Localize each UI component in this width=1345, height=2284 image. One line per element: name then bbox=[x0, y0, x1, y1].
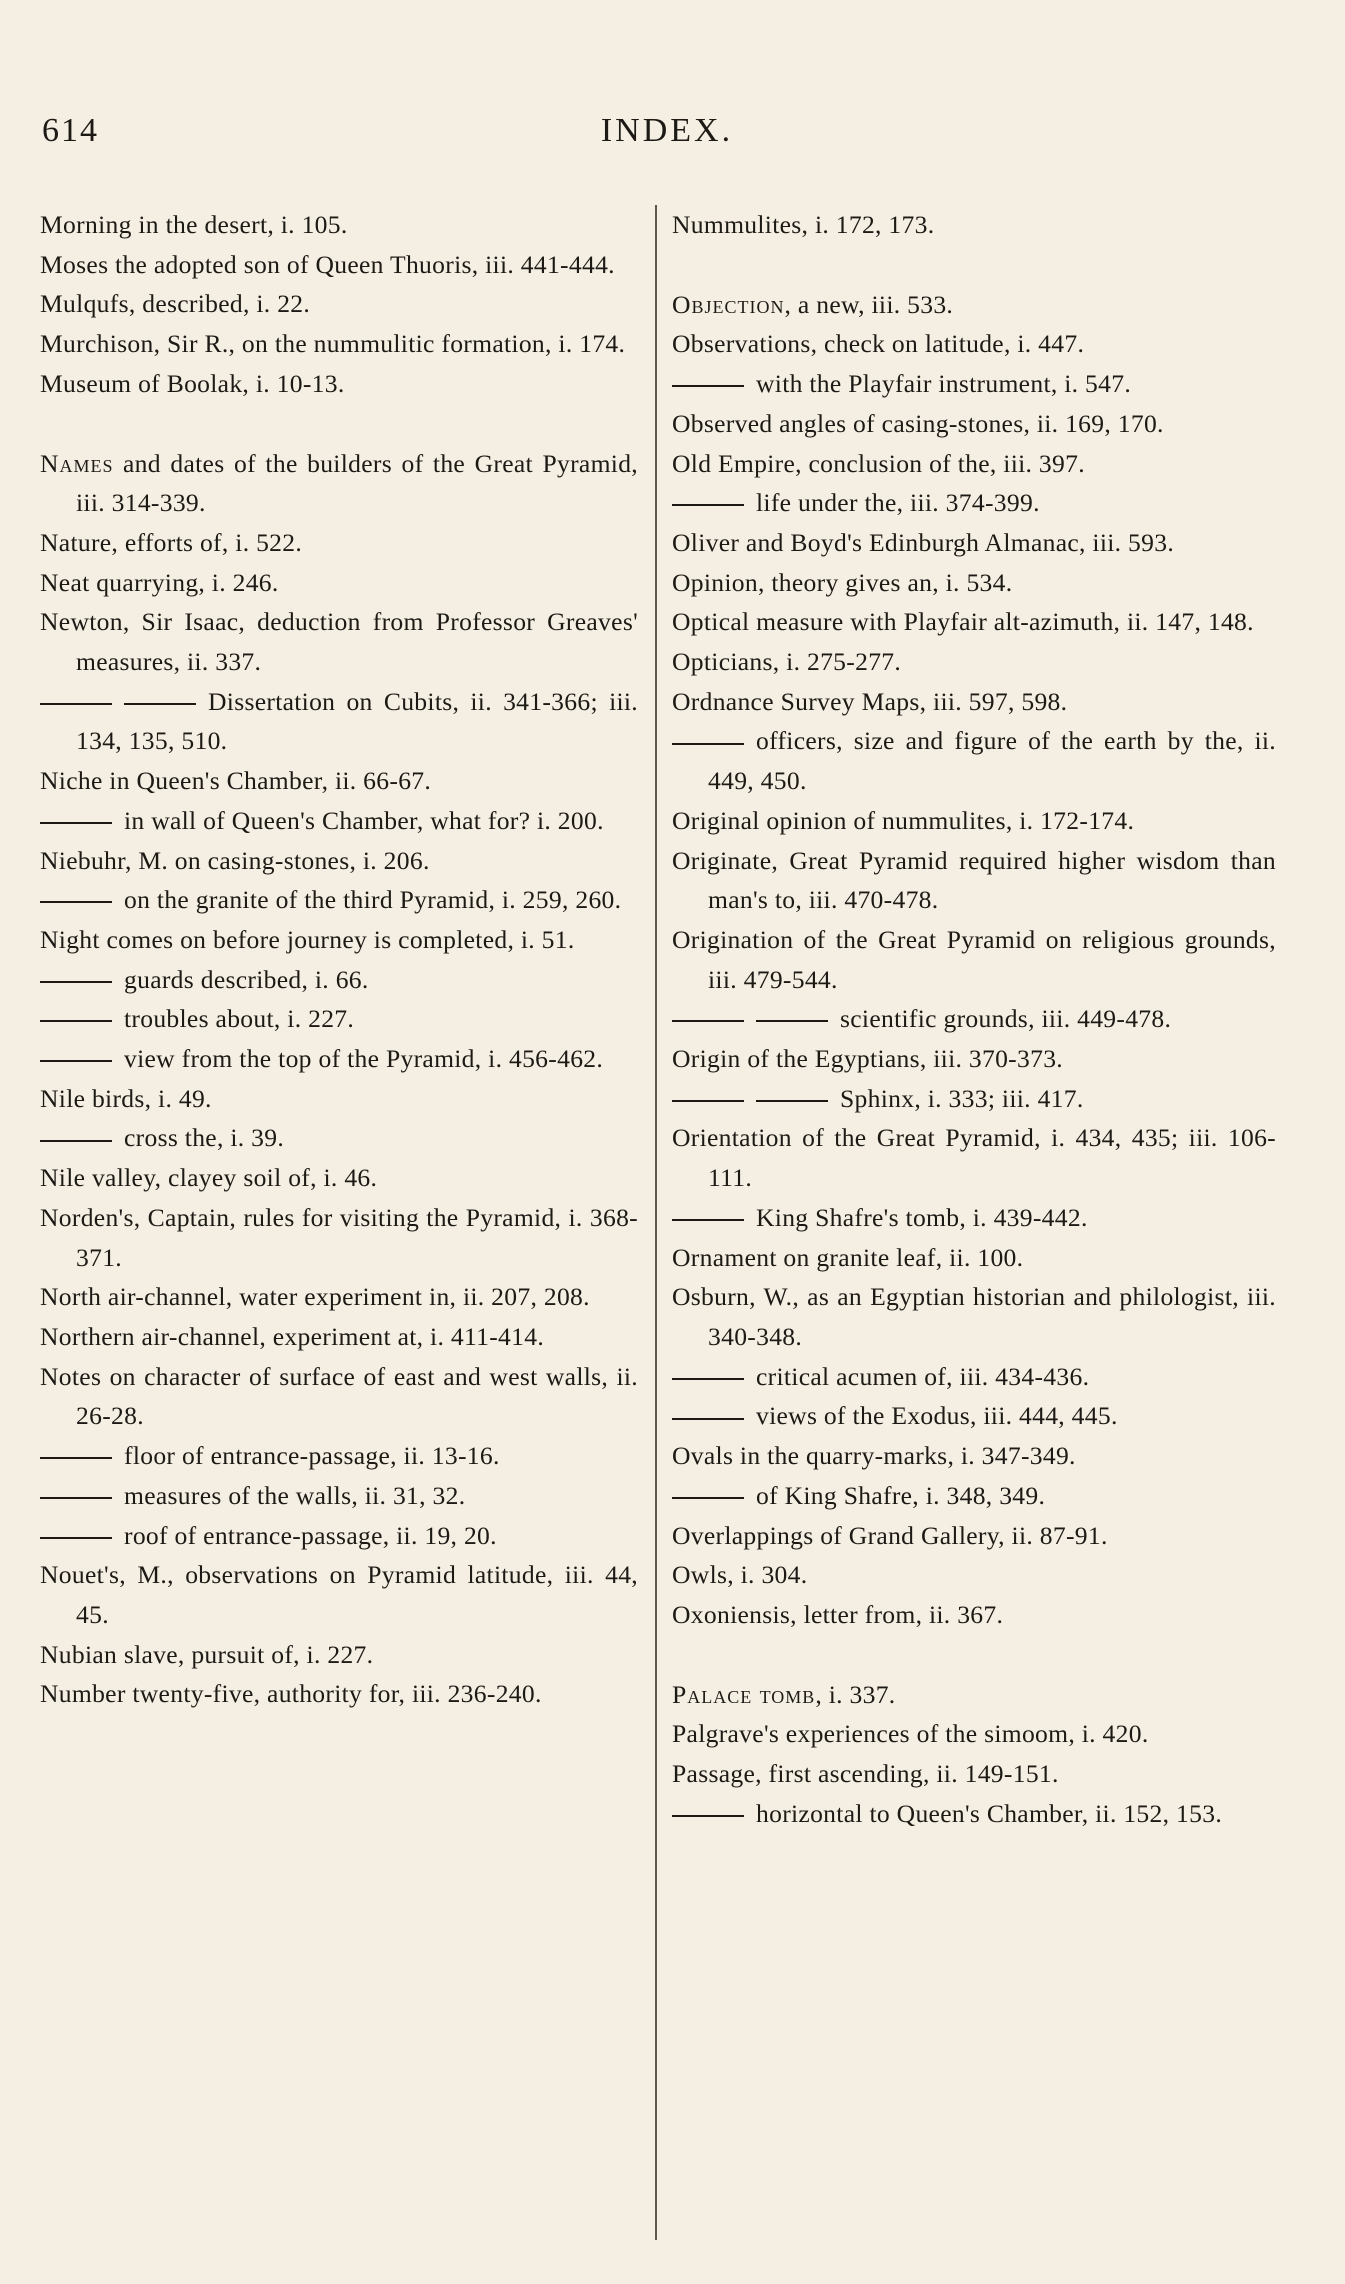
index-entry bbox=[672, 444, 1276, 484]
entry-text: Sphinx, i. 333; iii. 417. bbox=[840, 1083, 1084, 1113]
ditto-rule bbox=[40, 901, 112, 903]
entry-text: officers, size and figure of the earth by the, ii. 449, 450. bbox=[708, 726, 1276, 796]
entry-text: on the granite of the third Pyramid, i. 259, 260. bbox=[124, 885, 622, 915]
index-entry bbox=[672, 1595, 1276, 1635]
running-title: INDEX. bbox=[600, 112, 734, 149]
column-divider bbox=[655, 205, 657, 2240]
entry-text: and dates of the builders of the Great Pyramid, iii. 314-339. bbox=[76, 448, 638, 518]
entry-text: roof of entrance-passage, ii. 19, 20. bbox=[124, 1520, 497, 1550]
index-entry bbox=[40, 801, 638, 841]
entry-text: Opticians, i. 275-277. bbox=[672, 647, 902, 677]
entry-text: Osburn, W., as an Egyptian historian and philologist, iii. 340-348. bbox=[672, 1282, 1276, 1351]
entry-text: Niche in Queen's Chamber, ii. 66-67. bbox=[40, 766, 432, 796]
index-entry bbox=[40, 364, 638, 404]
index-entry bbox=[672, 324, 1276, 364]
index-entry bbox=[40, 1277, 638, 1317]
entry-text: Oliver and Boyd's Edinburgh Almanac, iii. 593. bbox=[672, 527, 1175, 557]
entry-text: Oxoniensis, letter from, ii. 367. bbox=[672, 1599, 1004, 1629]
index-entry bbox=[40, 1317, 638, 1357]
index-entry bbox=[672, 1118, 1276, 1197]
page-number: 614 bbox=[42, 112, 99, 149]
ditto-rule bbox=[40, 1497, 112, 1499]
entry-text: Newton, Sir Isaac, deduction from Professor Greaves' measures, ii. 337. bbox=[40, 607, 638, 677]
index-entry bbox=[40, 880, 638, 920]
entry-text: Old Empire, conclusion of the, iii. 397. bbox=[672, 448, 1085, 478]
index-entry bbox=[672, 205, 1276, 245]
index-column-right bbox=[672, 205, 1276, 1833]
index-entry bbox=[40, 1635, 638, 1675]
entry-text: Observations, check on latitude, i. 447. bbox=[672, 329, 1085, 359]
entry-text: with the Playfair instrument, i. 547. bbox=[756, 369, 1132, 399]
entry-text: floor of entrance-passage, ii. 13-16. bbox=[124, 1441, 500, 1471]
index-entry bbox=[672, 483, 1276, 523]
ditto-rule bbox=[672, 1020, 744, 1022]
index-entry bbox=[40, 245, 638, 285]
index-entry bbox=[672, 1555, 1276, 1595]
index-entry bbox=[672, 602, 1276, 642]
ditto-rule bbox=[756, 1020, 828, 1022]
ditto-rule bbox=[672, 1815, 744, 1817]
ditto-rule bbox=[672, 743, 744, 745]
index-entry bbox=[672, 1238, 1276, 1278]
entry-text: Nummulites, i. 172, 173. bbox=[672, 210, 935, 239]
index-entry bbox=[40, 563, 638, 603]
entry-text: of King Shafre, i. 348, 349. bbox=[756, 1480, 1046, 1510]
entry-text: in wall of Queen's Chamber, what for? i. 200. bbox=[124, 805, 604, 835]
index-entry bbox=[40, 284, 638, 324]
entry-text: Palgrave's experiences of the simoom, i. 420. bbox=[672, 1719, 1149, 1749]
index-entry bbox=[40, 1436, 638, 1476]
entry-text: Norden's, Captain, rules for visiting the Pyramid, i. 368-371. bbox=[40, 1202, 638, 1272]
index-entry bbox=[672, 920, 1276, 999]
entry-text: Nouet's, M., observations on Pyramid latitude, iii. 44, 45. bbox=[40, 1560, 638, 1629]
index-entry bbox=[672, 1039, 1276, 1079]
entry-text: Nile valley, clayey soil of, i. 46. bbox=[40, 1163, 378, 1193]
ditto-rule bbox=[672, 1418, 744, 1420]
entry-text: measures of the walls, ii. 31, 32. bbox=[124, 1480, 466, 1510]
ditto-rule bbox=[40, 1020, 112, 1022]
entry-text: Mulqufs, described, i. 22. bbox=[40, 289, 311, 319]
index-entry bbox=[672, 1754, 1276, 1794]
index-entry bbox=[40, 1516, 638, 1556]
entry-lead: Objection bbox=[672, 289, 785, 319]
section-gap bbox=[672, 245, 1276, 285]
entry-text: Murchison, Sir R., on the nummulitic formation, i. 174. bbox=[40, 329, 626, 359]
entry-text: Nature, efforts of, i. 522. bbox=[40, 527, 303, 557]
entry-text: Overlappings of Grand Gallery, ii. 87-91. bbox=[672, 1520, 1108, 1550]
index-entry bbox=[40, 1158, 638, 1198]
index-entry bbox=[40, 523, 638, 563]
entry-text: Moses the adopted son of Queen Thuoris, iii. 441-444. bbox=[40, 249, 615, 279]
entry-text: King Shafre's tomb, i. 439-442. bbox=[756, 1202, 1088, 1232]
index-entry bbox=[672, 1675, 1276, 1715]
entry-text: Ordnance Survey Maps, iii. 597, 598. bbox=[672, 686, 1068, 716]
ditto-rule bbox=[672, 1378, 744, 1380]
index-entry bbox=[672, 1396, 1276, 1436]
index-entry bbox=[40, 682, 638, 761]
index-entry bbox=[672, 1357, 1276, 1397]
index-entry bbox=[40, 1674, 638, 1714]
index-entry bbox=[672, 1277, 1276, 1356]
entry-text: Nile birds, i. 49. bbox=[40, 1083, 212, 1113]
entry-text: views of the Exodus, iii. 444, 445. bbox=[756, 1401, 1118, 1431]
ditto-rule bbox=[40, 1537, 112, 1539]
entry-text: Originate, Great Pyramid required higher wisdom than man's to, iii. 470-478. bbox=[672, 845, 1276, 915]
index-entry bbox=[672, 285, 1276, 325]
entry-text: , i. 337. bbox=[815, 1679, 896, 1709]
index-entry bbox=[40, 205, 638, 245]
entry-text: horizontal to Queen's Chamber, ii. 152, 153. bbox=[756, 1798, 1223, 1828]
ditto-rule bbox=[672, 385, 744, 387]
entry-text: life under the, iii. 374-399. bbox=[756, 488, 1040, 518]
entry-text: Observed angles of casing-stones, ii. 169, 170. bbox=[672, 408, 1164, 438]
ditto-rule bbox=[672, 1497, 744, 1499]
ditto-rule bbox=[124, 703, 196, 705]
entry-lead: Palace tomb bbox=[672, 1679, 816, 1709]
index-entry bbox=[40, 602, 638, 681]
ditto-rule bbox=[40, 981, 112, 983]
entry-text: Night comes on before journey is completed, i. 51. bbox=[40, 924, 575, 954]
index-entry bbox=[672, 364, 1276, 404]
entry-text: Number twenty-five, authority for, iii. 236-240. bbox=[40, 1679, 542, 1709]
ditto-rule bbox=[40, 1457, 112, 1459]
index-entry bbox=[40, 761, 638, 801]
index-entry bbox=[672, 1794, 1276, 1834]
index-entry bbox=[672, 999, 1276, 1039]
ditto-rule bbox=[40, 1060, 112, 1062]
index-entry bbox=[672, 721, 1276, 800]
entry-text: Morning in the desert, i. 105. bbox=[40, 210, 348, 239]
index-entry bbox=[40, 841, 638, 881]
entry-text: Niebuhr, M. on casing-stones, i. 206. bbox=[40, 845, 430, 875]
entry-text: Museum of Boolak, i. 10-13. bbox=[40, 368, 345, 398]
index-entry bbox=[40, 444, 638, 523]
entry-text: Original opinion of nummulites, i. 172-174. bbox=[672, 805, 1135, 835]
entry-text: critical acumen of, iii. 434-436. bbox=[756, 1361, 1090, 1391]
entry-text: guards described, i. 66. bbox=[124, 964, 369, 994]
index-entry bbox=[672, 1079, 1276, 1119]
ditto-rule bbox=[672, 1219, 744, 1221]
entry-text: view from the top of the Pyramid, i. 456-462. bbox=[124, 1044, 604, 1074]
entry-text: North air-channel, water experiment in, ii. 207, 208. bbox=[40, 1282, 590, 1312]
index-entry bbox=[40, 1118, 638, 1158]
entry-lead: Names bbox=[40, 448, 114, 478]
entry-text: Optical measure with Playfair alt-azimuth, ii. 147, 148. bbox=[672, 607, 1254, 637]
index-entry bbox=[672, 404, 1276, 444]
ditto-rule bbox=[40, 703, 112, 705]
index-entry bbox=[672, 1436, 1276, 1476]
ditto-rule bbox=[672, 1100, 744, 1102]
entry-text: Origination of the Great Pyramid on religious grounds, iii. 479-544. bbox=[672, 924, 1276, 994]
entry-text: scientific grounds, iii. 449-478. bbox=[840, 1004, 1172, 1034]
index-entry bbox=[40, 1198, 638, 1277]
index-entry bbox=[672, 1714, 1276, 1754]
entry-text: Ovals in the quarry-marks, i. 347-349. bbox=[672, 1441, 1076, 1471]
index-entry bbox=[40, 999, 638, 1039]
entry-text: Orientation of the Great Pyramid, i. 434, 435; iii. 106-111. bbox=[672, 1123, 1276, 1193]
index-entry bbox=[672, 841, 1276, 920]
index-entry bbox=[40, 1476, 638, 1516]
entry-text: Neat quarrying, i. 246. bbox=[40, 567, 279, 597]
entry-text: Nubian slave, pursuit of, i. 227. bbox=[40, 1639, 374, 1669]
section-gap bbox=[672, 1635, 1276, 1675]
entry-text: troubles about, i. 227. bbox=[124, 1004, 355, 1034]
index-entry bbox=[40, 1357, 638, 1436]
index-entry bbox=[672, 1198, 1276, 1238]
index-entry bbox=[40, 1555, 638, 1634]
index-entry bbox=[672, 1476, 1276, 1516]
index-entry bbox=[672, 1516, 1276, 1556]
entry-text: cross the, i. 39. bbox=[124, 1123, 285, 1153]
ditto-rule bbox=[672, 504, 744, 506]
entry-text: Northern air-channel, experiment at, i. 411-414. bbox=[40, 1321, 545, 1351]
ditto-rule bbox=[40, 822, 112, 824]
ditto-rule bbox=[40, 1140, 112, 1142]
entry-text: Ornament on granite leaf, ii. 100. bbox=[672, 1242, 1024, 1272]
entry-text: Opinion, theory gives an, i. 534. bbox=[672, 567, 1013, 597]
index-entry bbox=[672, 682, 1276, 722]
ditto-rule bbox=[756, 1100, 828, 1102]
index-entry bbox=[40, 920, 638, 960]
index-entry bbox=[40, 960, 638, 1000]
entry-text: Origin of the Egyptians, iii. 370-373. bbox=[672, 1044, 1063, 1074]
index-entry bbox=[672, 523, 1276, 563]
entry-text: Passage, first ascending, ii. 149-151. bbox=[672, 1759, 1059, 1789]
entry-text: Owls, i. 304. bbox=[672, 1560, 808, 1590]
index-entry bbox=[672, 801, 1276, 841]
entry-text: , a new, iii. 533. bbox=[784, 289, 954, 319]
index-column-left bbox=[40, 205, 638, 1714]
index-entry bbox=[672, 642, 1276, 682]
entry-text: Dissertation on Cubits, ii. 341-366; iii. 134, 135, 510. bbox=[76, 686, 638, 756]
section-gap bbox=[40, 404, 638, 444]
index-entry bbox=[40, 324, 638, 364]
index-entry bbox=[40, 1079, 638, 1119]
index-entry bbox=[672, 563, 1276, 603]
entry-text: Notes on character of surface of east and west walls, ii. 26-28. bbox=[40, 1361, 638, 1431]
index-entry bbox=[40, 1039, 638, 1079]
page-header bbox=[42, 112, 1292, 162]
